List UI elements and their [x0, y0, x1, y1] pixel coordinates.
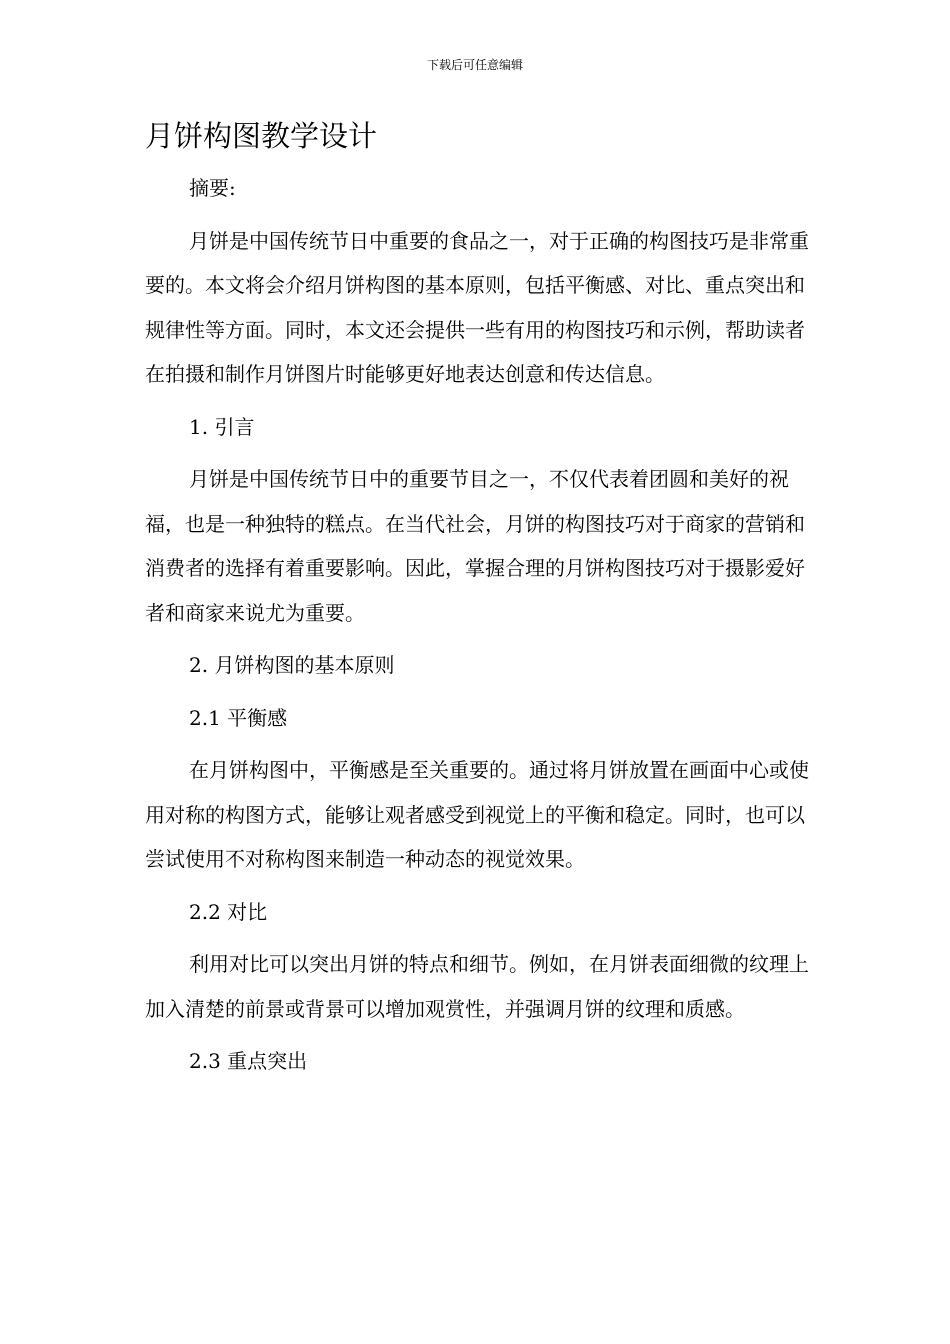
subsection-heading-contrast: 2.2 对比 — [189, 899, 268, 924]
subsection-heading-emphasis: 2.3 重点突出 — [189, 1049, 308, 1073]
paragraph-introduction: 月饼是中国传统节日中的重要节目之一，不仅代表着团圆和美好的祝福，也是一种独特的糕点。在当代社会，月饼的构图技巧对于商家的营销和消费者的选择有着重要影响。因此，掌握合理的月饼构图技巧对于摄影爱好者和商家来说尤为重要。 — [145, 467, 805, 625]
paragraph-balance: 在月饼构图中，平衡感是至关重要的。通过将月饼放置在画面中心或使用对称的构图方式，能够让观者感受到视觉上的平衡和稳定。同时，也可以尝试使用不对称构图来制造一种动态的视觉效果。 — [145, 758, 809, 871]
paragraph-contrast: 利用对比可以突出月饼的特点和细节。例如，在月饼表面细微的纹理上加入清楚的前景或背景可以增加观赏性，并强调月饼的纹理和质感。 — [145, 952, 809, 1021]
subsection-heading-balance: 2.1 平衡感 — [189, 705, 288, 730]
document-title: 月饼构图教学设计 — [145, 119, 378, 153]
document-body — [145, 166, 810, 1092]
header-note: 下载后可任意编辑 — [426, 58, 523, 72]
section-heading-basic-principles: 2. 月饼构图的基本原则 — [189, 653, 395, 677]
section-heading-abstract: 摘要: — [189, 176, 236, 200]
paragraph-abstract: 月饼是中国传统节日中重要的食品之一，对于正确的构图技巧是非常重要的。本文将会介绍月饼构图的基本原则，包括平衡感、对比、重点突出和规律性等方面。同时，本文还会提供一些有用的构图技巧和示例，帮助读者在拍摄和制作月饼图片时能够更好地表达创意和传达信息。 — [145, 228, 809, 386]
section-heading-introduction: 1. 引言 — [189, 414, 255, 439]
